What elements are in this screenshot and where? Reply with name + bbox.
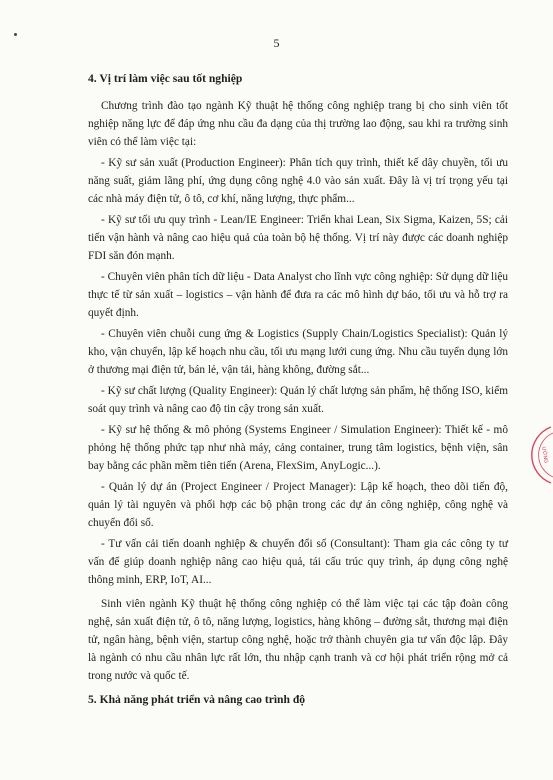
- stamp-text: ƯỜNG: [540, 446, 549, 464]
- paragraph-consultant: - Tư vấn cải tiến doanh nghiệp & chuyển đổi số (Consultant): Tham gia các công ty tư vấn để giúp doanh nghiệp nâng cao hiệu quả, tái cấu trúc quy trình, áp dụng công nghệ thông minh, ERP, IoT, AI...: [88, 538, 508, 586]
- section-heading-4: 4. Vị trí làm việc sau tốt nghiệp: [88, 72, 243, 85]
- paragraph-quality-engineer: - Kỹ sư chất lượng (Quality Engineer): Quản lý chất lượng sản phẩm, hệ thống ISO, kiểm soát quy trình và nâng cao độ tin cậy trong sản xuất.: [88, 385, 508, 415]
- page-number: 5: [273, 36, 280, 50]
- paragraph-project-manager: - Quản lý dự án (Project Engineer / Project Manager): Lập kế hoạch, theo dõi tiến độ, quản lý tài nguyên và phối hợp các bộ phận trong các dự án công nghiệp, công nghệ và chuyển đổi số.: [88, 481, 508, 529]
- page-content: [88, 70, 508, 709]
- stamp-seal-icon: [531, 425, 553, 485]
- section-heading-5: 5. Khả năng phát triển và nâng cao trình độ: [88, 693, 306, 706]
- paragraph-data-analyst: - Chuyên viên phân tích dữ liệu - Data Analyst cho lĩnh vực công nghiệp: Sử dụng dữ liệu thực tế từ sản xuất – logistics – vận hành để đưa ra các mô hình dự báo, tối ưu và hỗ trợ ra quyết định.: [88, 271, 508, 319]
- red-stamp-fragment: [531, 425, 553, 485]
- paragraph-supply-chain: - Chuyên viên chuỗi cung ứng & Logistics (Supply Chain/Logistics Specialist): Quản lý kho, vận chuyển, lập kế hoạch nhu cầu, tối ưu mạng lưới cung ứng. Nhu cầu tuyển dụng lớn ở thương mại điện tử, bán lẻ, vận tải, hàng không, đường sắt...: [88, 328, 508, 376]
- paragraph-intro: Chương trình đào tạo ngành Kỹ thuật hệ thống công nghiệp trang bị cho sinh viên tốt nghiệp năng lực để đáp ứng nhu cầu đa dạng của thị trường lao động, sau khi ra trường sinh viên có thể làm việc tại:: [88, 100, 508, 148]
- paragraph-summary: Sinh viên ngành Kỹ thuật hệ thống công nghiệp có thể làm việc tại các tập đoàn công nghệ, sản xuất điện tử, ô tô, năng lượng, logistics, hàng không – đường sắt, thương mại điện tử, ngân hàng, bệnh viện, startup công nghệ, hoặc trở thành chuyên gia tư vấn độc lập. Đây là ngành có nhu cầu nhân lực rất lớn, thu nhập cạnh tranh và cơ hội phát triển rộng mở cả trong nước và quốc tế.: [88, 598, 508, 682]
- paragraph-production-engineer: - Kỹ sư sản xuất (Production Engineer): Phân tích quy trình, thiết kế dây chuyền, tối ưu năng suất, giảm lãng phí, ứng dụng công nghệ 4.0 vào sản xuất. Đây là vị trí trọng yếu tại các nhà máy điện tử, ô tô, cơ khí, năng lượng, thực phẩm...: [88, 157, 508, 205]
- paragraph-systems-engineer: - Kỹ sư hệ thống & mô phỏng (Systems Engineer / Simulation Engineer): Thiết kế - mô phỏng hệ thống phức tạp như nhà máy, cảng container, trung tâm logistics, bệnh viện, sân bay bằng các phần mềm tiên tiến (Arena, FlexSim, AnyLogic...).: [88, 424, 508, 472]
- paragraph-lean-engineer: - Kỹ sư tối ưu quy trình - Lean/IE Engineer: Triển khai Lean, Six Sigma, Kaizen, 5S; cải tiến vận hành và nâng cao hiệu quả của toàn bộ hệ thống. Vị trí này được các doanh nghiệp FDI săn đón mạnh.: [88, 214, 508, 262]
